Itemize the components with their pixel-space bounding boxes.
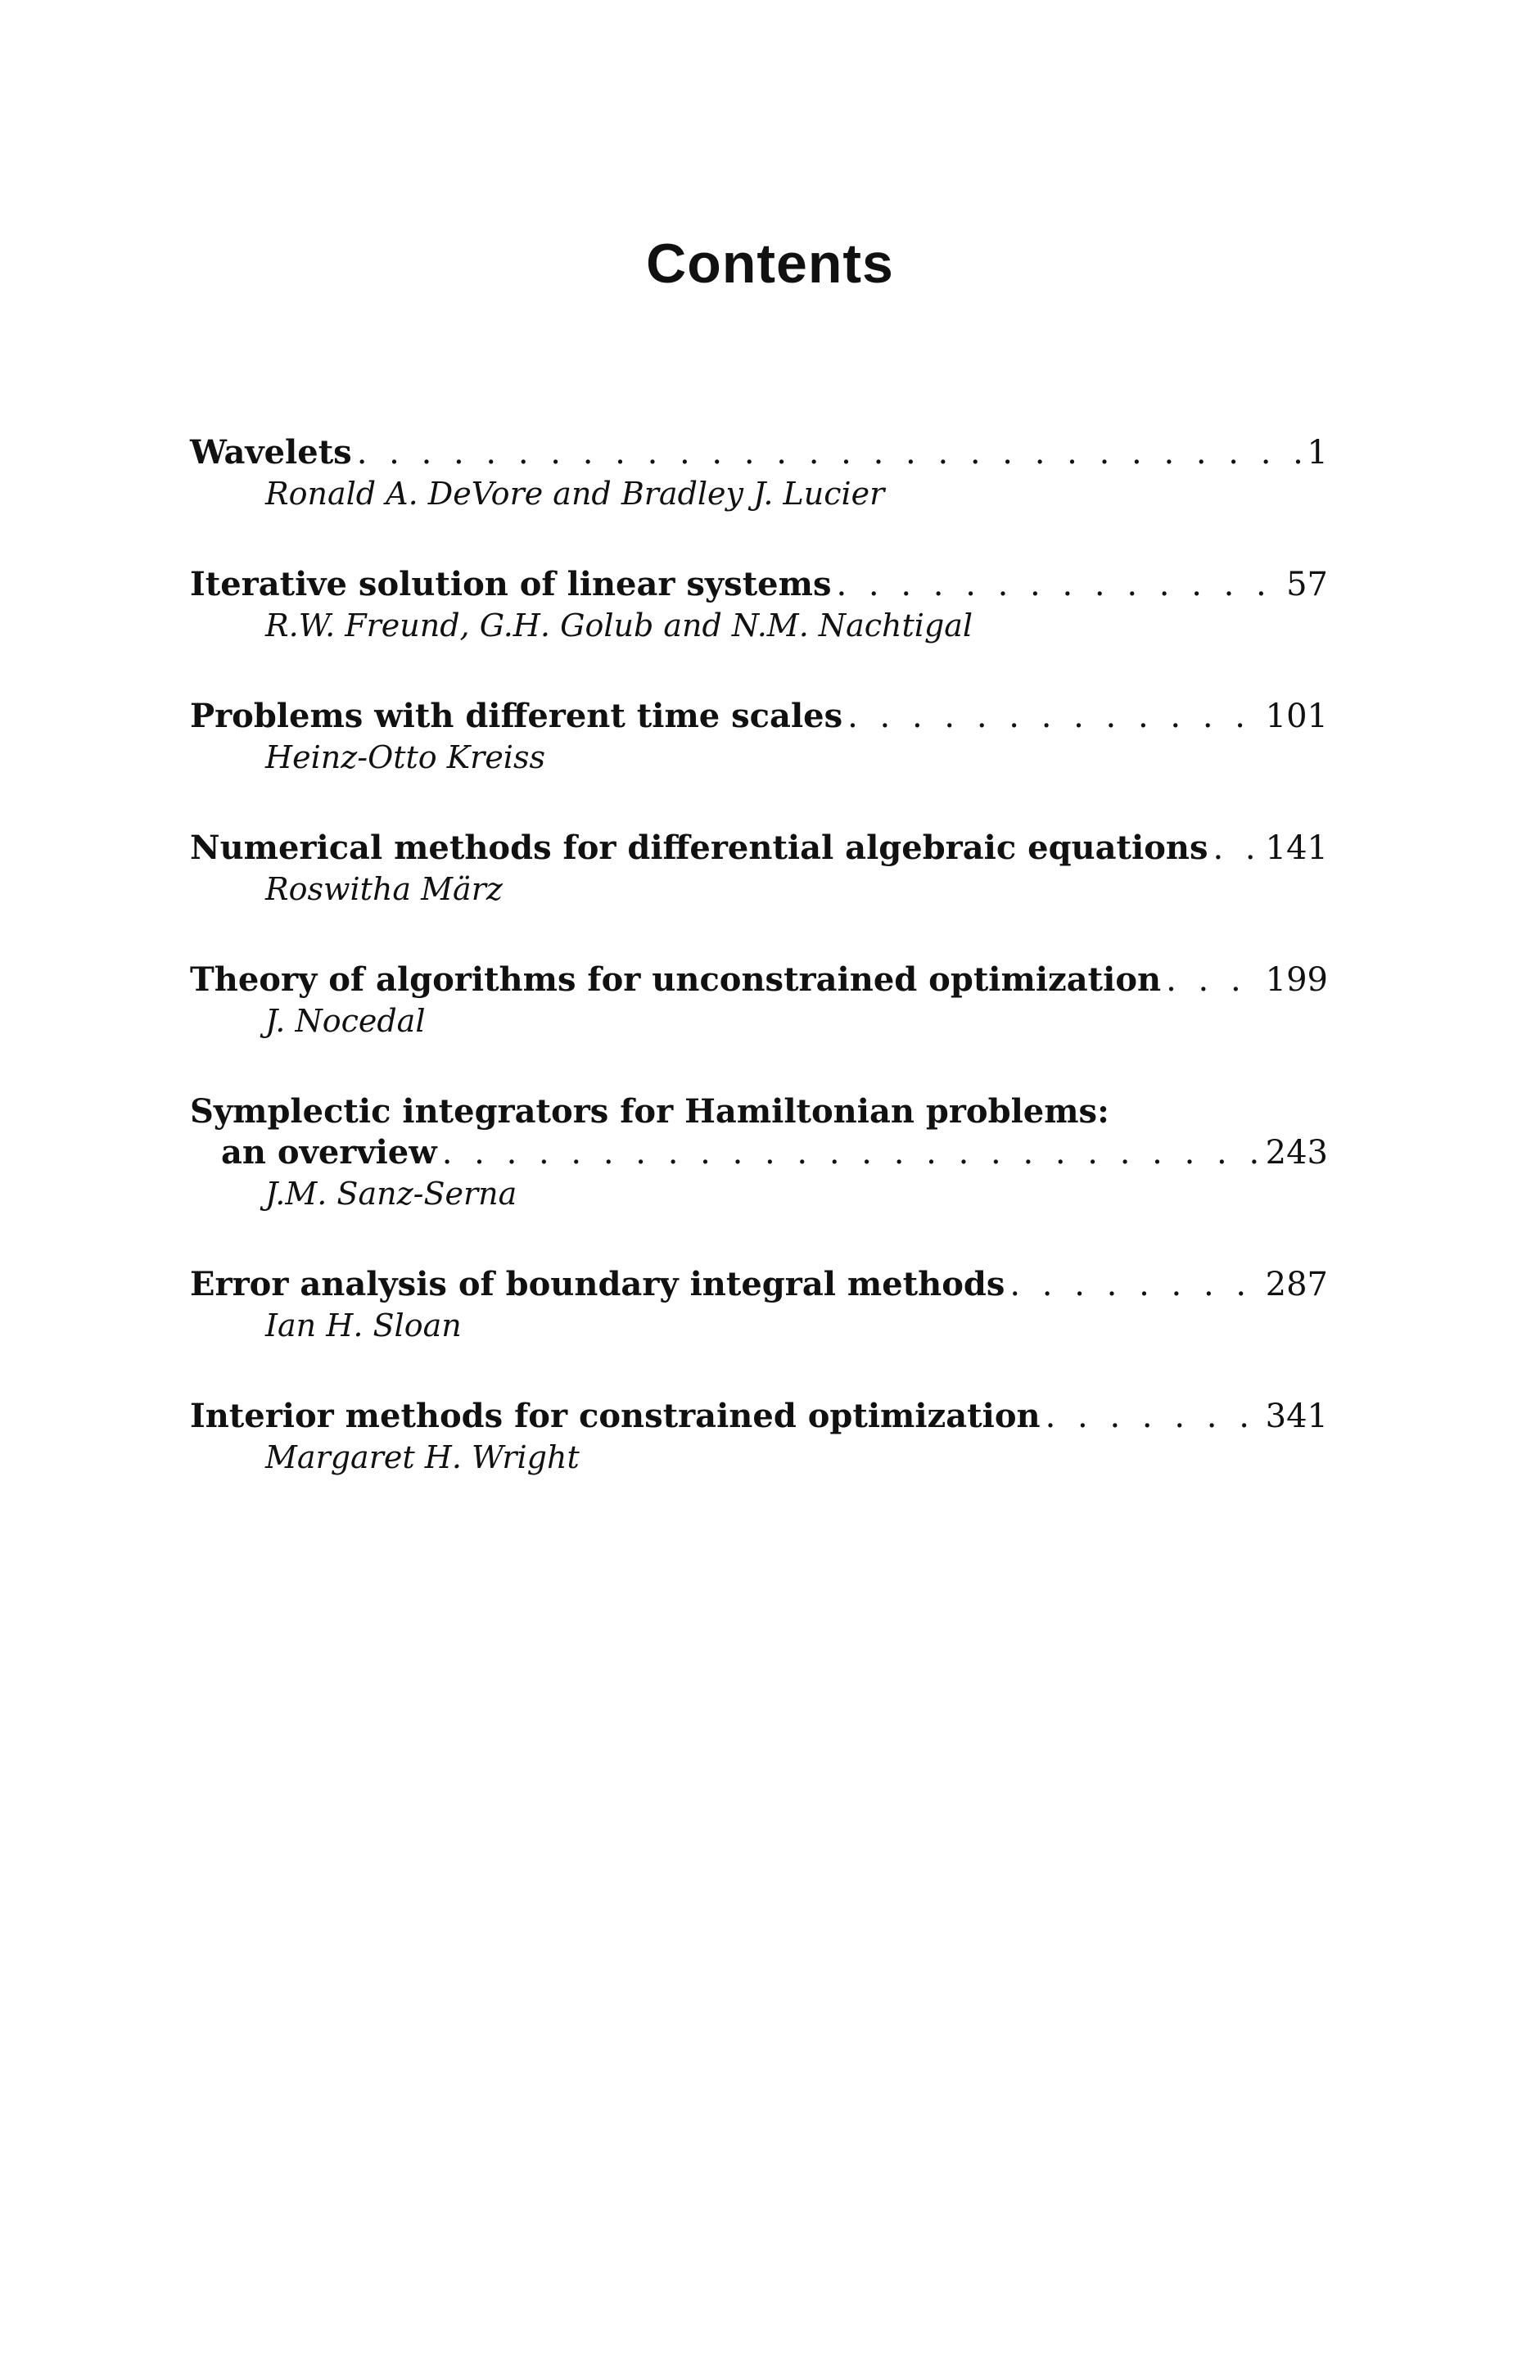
page-number: 1 (1307, 434, 1328, 472)
entry-author: Margaret H. Wright (265, 1439, 580, 1475)
page-number: 287 (1265, 1266, 1328, 1303)
toc-entry-dae-methods (190, 828, 1328, 910)
dot-leader (1166, 960, 1259, 1000)
toc-entry-symplectic-integrators (190, 1091, 1328, 1214)
entry-title: Wavelets (190, 433, 352, 472)
dot-leader (1009, 1264, 1258, 1305)
entry-author: Roswitha März (265, 871, 503, 907)
toc-entry-iterative-solution (190, 564, 1328, 646)
entry-title: Theory of algorithms for unconstrained optimization (190, 960, 1162, 999)
entry-author: Ian H. Sloan (265, 1307, 462, 1344)
page-number: 57 (1286, 566, 1328, 603)
dot-leader (357, 432, 1301, 473)
entry-author: J.M. Sanz-Serna (265, 1176, 517, 1212)
toc-entry-unconstrained-optimization (190, 960, 1328, 1041)
table-of-contents (190, 432, 1328, 1528)
entry-author: Heinz-Otto Kreiss (265, 739, 545, 775)
toc-entry-boundary-integral (190, 1264, 1328, 1346)
page-number: 101 (1265, 698, 1328, 735)
page-number: 341 (1265, 1398, 1328, 1435)
entry-author: Ronald A. DeVore and Bradley J. Lucier (265, 476, 885, 512)
toc-entry-wavelets (190, 432, 1328, 514)
toc-entry-time-scales (190, 696, 1328, 778)
dot-leader (836, 564, 1280, 605)
page-number: 243 (1265, 1134, 1328, 1172)
page-title: Contents (646, 232, 894, 295)
dot-leader (847, 696, 1259, 737)
page-number: 141 (1265, 829, 1328, 867)
entry-author: J. Nocedal (265, 1003, 426, 1039)
toc-entry-interior-methods (190, 1396, 1328, 1478)
entry-title: Iterative solution of linear systems (190, 565, 832, 603)
entry-author: R.W. Freund, G.H. Golub and N.M. Nachtigal (265, 607, 973, 644)
entry-title: Error analysis of boundary integral methods (190, 1265, 1005, 1303)
dot-leader (1045, 1396, 1259, 1437)
entry-title: an overview (221, 1133, 437, 1172)
page-number: 199 (1265, 961, 1328, 999)
dot-leader (1213, 828, 1259, 869)
entry-title-line1: Symplectic integrators for Hamiltonian problems: (190, 1092, 1109, 1131)
entry-title: Interior methods for constrained optimization (190, 1397, 1041, 1435)
dot-leader (442, 1132, 1259, 1173)
entry-title: Problems with different time scales (190, 697, 843, 735)
entry-title: Numerical methods for differential algebraic equations (190, 829, 1208, 867)
